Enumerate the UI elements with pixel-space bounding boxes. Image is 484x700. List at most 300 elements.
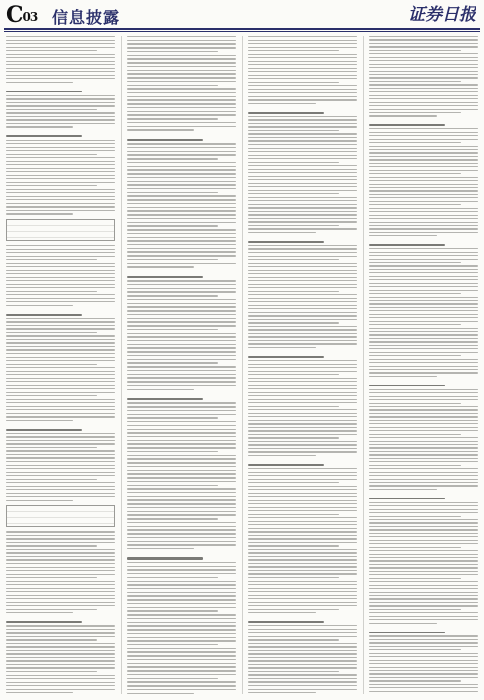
text-line	[248, 653, 357, 654]
text-line	[369, 265, 478, 266]
text-line	[127, 462, 236, 463]
text-line	[127, 414, 236, 415]
text-line	[248, 333, 357, 334]
text-line	[6, 102, 115, 103]
text-line	[369, 102, 478, 103]
text-line	[248, 510, 357, 511]
text-line	[369, 673, 478, 674]
text-line	[127, 637, 236, 638]
subheading-line	[369, 498, 445, 500]
text-line	[127, 218, 236, 219]
subheading-line	[127, 557, 203, 559]
text-line	[127, 522, 236, 523]
text-line	[369, 170, 478, 171]
text-line	[369, 416, 478, 417]
text-line	[248, 392, 357, 393]
text-line	[127, 359, 236, 360]
text-line	[369, 88, 478, 89]
text-line	[248, 636, 357, 637]
text-line	[248, 517, 357, 518]
text-line	[248, 482, 339, 483]
text-line	[6, 629, 115, 630]
text-line	[127, 251, 236, 252]
text-line	[6, 64, 115, 65]
text-line	[127, 99, 236, 100]
paragraph-gap	[6, 85, 115, 86]
text-line	[127, 40, 236, 41]
text-line	[6, 147, 115, 148]
text-line	[248, 308, 357, 309]
text-line	[248, 650, 357, 651]
text-line	[6, 178, 115, 179]
text-line	[127, 577, 218, 578]
text-line	[127, 599, 236, 600]
text-line	[127, 107, 236, 108]
text-line	[369, 74, 478, 75]
text-line	[127, 436, 236, 437]
text-line	[6, 500, 73, 501]
paragraph-gap	[248, 458, 357, 459]
text-line	[6, 78, 115, 79]
subheading-line	[369, 632, 445, 634]
text-line	[6, 342, 115, 343]
text-line	[248, 602, 357, 603]
text-line	[369, 533, 478, 534]
paragraph-gap	[369, 239, 478, 240]
text-line	[248, 420, 357, 421]
text-line	[248, 259, 339, 260]
text-line	[127, 402, 236, 403]
text-line	[6, 150, 115, 151]
text-line	[248, 535, 357, 536]
text-line	[369, 43, 478, 44]
text-line	[369, 482, 478, 483]
text-line	[248, 329, 357, 330]
text-line	[248, 674, 357, 675]
subheading-line	[248, 621, 324, 623]
text-line	[6, 182, 115, 183]
text-line	[248, 423, 357, 424]
text-line	[6, 402, 115, 403]
text-line	[369, 502, 478, 503]
text-line	[248, 211, 357, 212]
text-line	[369, 489, 436, 490]
text-line	[6, 252, 115, 253]
text-line	[248, 158, 357, 159]
text-line	[369, 595, 478, 596]
text-line	[369, 461, 478, 462]
text-line	[127, 355, 236, 356]
text-line	[369, 684, 478, 685]
text-line	[369, 293, 460, 294]
text-line	[248, 660, 357, 661]
text-line	[248, 61, 357, 62]
text-line	[127, 237, 236, 238]
text-line	[6, 643, 115, 644]
text-line	[127, 492, 236, 493]
text-line	[6, 213, 73, 214]
text-line	[127, 603, 236, 604]
text-line	[127, 143, 236, 144]
text-line	[127, 581, 236, 582]
text-line	[127, 162, 236, 163]
text-line	[248, 549, 357, 550]
text-line	[369, 612, 478, 613]
text-line	[127, 195, 236, 196]
text-line	[369, 71, 478, 72]
text-line	[369, 598, 478, 599]
text-line	[127, 499, 236, 500]
text-line	[6, 493, 115, 494]
text-line	[369, 427, 478, 428]
text-line	[127, 544, 236, 545]
text-line	[127, 210, 236, 211]
text-line	[248, 343, 357, 344]
text-line	[127, 66, 236, 67]
text-line	[6, 335, 115, 336]
text-line	[127, 36, 236, 37]
text-line	[6, 660, 115, 661]
text-line	[248, 228, 357, 229]
paragraph-gap	[369, 119, 478, 120]
text-line	[248, 667, 357, 668]
text-line	[127, 447, 236, 448]
text-line	[6, 556, 115, 557]
paragraph-gap	[248, 350, 357, 351]
text-line	[127, 526, 236, 527]
text-line	[248, 347, 315, 348]
text-line	[248, 475, 357, 476]
text-line	[248, 183, 357, 184]
text-line	[6, 671, 97, 672]
text-line	[369, 691, 478, 692]
text-line	[369, 616, 478, 617]
text-line	[127, 114, 236, 115]
text-line	[127, 377, 236, 378]
text-line	[369, 509, 478, 510]
text-line	[6, 584, 115, 585]
page-number	[6, 2, 37, 28]
text-line	[127, 440, 236, 441]
paragraph-gap	[127, 552, 236, 553]
text-line	[127, 663, 236, 664]
text-line	[6, 549, 115, 550]
text-line	[6, 371, 115, 372]
text-line	[127, 633, 236, 634]
text-line	[6, 263, 115, 264]
text-line	[6, 598, 115, 599]
text-line	[6, 364, 97, 365]
text-line	[369, 578, 460, 579]
text-line	[127, 693, 194, 694]
text-line	[248, 468, 357, 469]
text-line	[248, 448, 357, 449]
text-line	[248, 315, 357, 316]
text-line	[6, 98, 115, 99]
column-divider	[242, 36, 243, 694]
text-line	[127, 488, 236, 489]
text-line	[248, 671, 339, 672]
text-line	[248, 172, 357, 173]
text-line	[248, 287, 357, 288]
text-line	[127, 481, 236, 482]
text-line	[6, 612, 73, 613]
text-line	[6, 157, 115, 158]
text-line	[6, 175, 115, 176]
text-line	[248, 176, 357, 177]
text-line	[6, 332, 97, 333]
text-line	[369, 413, 478, 414]
text-line	[248, 92, 357, 93]
text-line	[6, 294, 115, 295]
text-line	[6, 496, 115, 497]
text-line	[248, 545, 339, 546]
text-line	[369, 434, 460, 435]
text-line	[369, 409, 478, 410]
text-line	[369, 372, 478, 373]
text-line	[6, 636, 115, 637]
paragraph-gap	[6, 308, 115, 309]
text-line	[127, 443, 236, 444]
text-line	[6, 570, 115, 571]
text-line	[369, 180, 478, 181]
text-line	[6, 535, 115, 536]
text-line	[6, 465, 115, 466]
text-line	[369, 81, 460, 82]
text-line	[6, 119, 115, 120]
text-line	[369, 225, 478, 226]
text-line	[248, 639, 339, 640]
text-line	[369, 444, 478, 445]
text-line	[369, 609, 460, 610]
text-line	[369, 687, 478, 688]
text-line	[127, 129, 194, 130]
text-line	[127, 477, 236, 478]
text-line	[369, 677, 478, 678]
text-line	[369, 283, 478, 284]
text-line	[6, 650, 115, 651]
text-line	[248, 340, 357, 341]
text-line	[248, 162, 339, 163]
text-line	[6, 95, 115, 96]
text-line	[127, 674, 236, 675]
text-line	[248, 685, 357, 686]
text-line	[6, 168, 115, 169]
text-line	[127, 347, 236, 348]
text-line	[369, 649, 460, 650]
text-line	[369, 362, 478, 363]
text-line	[127, 291, 236, 292]
text-line	[369, 276, 478, 277]
column-1	[6, 36, 115, 694]
text-line	[127, 169, 236, 170]
text-line	[6, 409, 115, 410]
text-line	[369, 592, 478, 593]
text-line	[369, 581, 478, 582]
text-line	[6, 472, 115, 473]
text-line	[369, 345, 478, 346]
text-line	[369, 163, 478, 164]
text-line	[248, 664, 357, 665]
text-line	[248, 137, 357, 138]
text-line	[369, 341, 478, 342]
text-line	[6, 301, 115, 302]
subheading-line	[127, 276, 203, 278]
text-line	[127, 103, 236, 104]
text-line	[127, 514, 236, 515]
text-line	[127, 618, 236, 619]
text-line	[6, 602, 115, 603]
text-line	[248, 577, 339, 578]
text-line	[248, 119, 357, 120]
text-line	[127, 306, 236, 307]
text-line	[248, 374, 339, 375]
text-line	[369, 519, 478, 520]
text-line	[127, 537, 236, 538]
text-line	[6, 692, 73, 693]
text-line	[369, 232, 478, 233]
text-line	[369, 437, 478, 438]
text-line	[369, 201, 478, 202]
text-line	[127, 381, 236, 382]
text-line	[6, 385, 115, 386]
text-line	[369, 142, 460, 143]
text-line	[6, 171, 115, 172]
text-line	[6, 116, 115, 117]
text-line	[369, 146, 478, 147]
text-line	[248, 294, 357, 295]
text-line	[127, 466, 236, 467]
text-line	[248, 151, 357, 152]
text-line	[127, 529, 236, 530]
text-line	[6, 143, 115, 144]
text-line	[248, 78, 357, 79]
text-line	[6, 325, 115, 326]
text-line	[127, 314, 236, 315]
text-line	[248, 140, 357, 141]
text-line	[248, 36, 357, 37]
text-line	[127, 592, 236, 593]
text-line	[127, 507, 236, 508]
text-line	[6, 203, 115, 204]
text-line	[248, 96, 357, 97]
column-3	[248, 36, 357, 694]
text-line	[369, 132, 478, 133]
text-line	[369, 619, 478, 620]
text-line	[248, 521, 357, 522]
text-line	[369, 159, 478, 160]
text-line	[127, 562, 236, 563]
paragraph-gap	[248, 235, 357, 236]
paragraph-gap	[6, 130, 115, 131]
text-line	[248, 538, 357, 539]
text-line	[248, 413, 357, 414]
text-line	[369, 396, 478, 397]
text-line	[127, 184, 236, 185]
text-line	[248, 148, 357, 149]
text-line	[127, 280, 236, 281]
text-line	[127, 154, 236, 155]
text-line	[127, 640, 236, 641]
text-line	[248, 595, 357, 596]
text-line	[127, 366, 236, 367]
text-line	[127, 595, 236, 596]
text-line	[248, 678, 357, 679]
text-line	[127, 406, 236, 407]
text-line	[127, 607, 236, 608]
text-line	[127, 77, 236, 78]
text-line	[6, 475, 115, 476]
text-line	[127, 429, 236, 430]
text-line	[369, 84, 478, 85]
page-letter: C	[6, 2, 23, 28]
text-line	[6, 595, 115, 596]
text-line	[248, 193, 339, 194]
text-line	[248, 256, 357, 257]
text-line	[369, 550, 478, 551]
text-line	[248, 43, 357, 44]
text-line	[127, 225, 218, 226]
text-line	[248, 305, 357, 306]
text-line	[248, 643, 357, 644]
text-line	[369, 475, 478, 476]
text-line	[6, 154, 97, 155]
text-line	[369, 248, 478, 249]
text-line	[369, 300, 478, 301]
text-line	[369, 392, 478, 393]
text-line	[6, 199, 115, 200]
text-line	[127, 266, 194, 267]
text-line	[248, 689, 357, 690]
text-line	[6, 489, 115, 490]
text-line	[248, 130, 339, 131]
text-line	[127, 385, 236, 386]
text-line	[369, 310, 478, 311]
text-line	[248, 605, 357, 606]
text-line	[248, 489, 357, 490]
text-line	[6, 43, 115, 44]
text-line	[369, 152, 478, 153]
text-line	[6, 318, 115, 319]
text-line	[6, 280, 115, 281]
text-line	[248, 563, 357, 564]
text-line	[248, 277, 357, 278]
text-line	[6, 378, 115, 379]
text-line	[248, 629, 357, 630]
text-line	[369, 543, 478, 544]
text-line	[127, 644, 218, 645]
text-line	[6, 542, 115, 543]
text-line	[127, 629, 236, 630]
text-line	[127, 655, 236, 656]
text-line	[369, 522, 478, 523]
text-line	[369, 307, 478, 308]
text-line	[248, 692, 315, 693]
text-line	[248, 406, 339, 407]
text-line	[369, 222, 478, 223]
text-line	[6, 105, 115, 106]
text-line	[248, 559, 357, 560]
text-line	[6, 574, 115, 575]
text-line	[6, 298, 115, 299]
text-line	[6, 284, 115, 285]
text-line	[127, 88, 236, 89]
text-line	[369, 184, 478, 185]
text-line	[6, 36, 115, 37]
text-line	[369, 441, 478, 442]
text-line	[6, 395, 97, 396]
text-line	[248, 566, 357, 567]
